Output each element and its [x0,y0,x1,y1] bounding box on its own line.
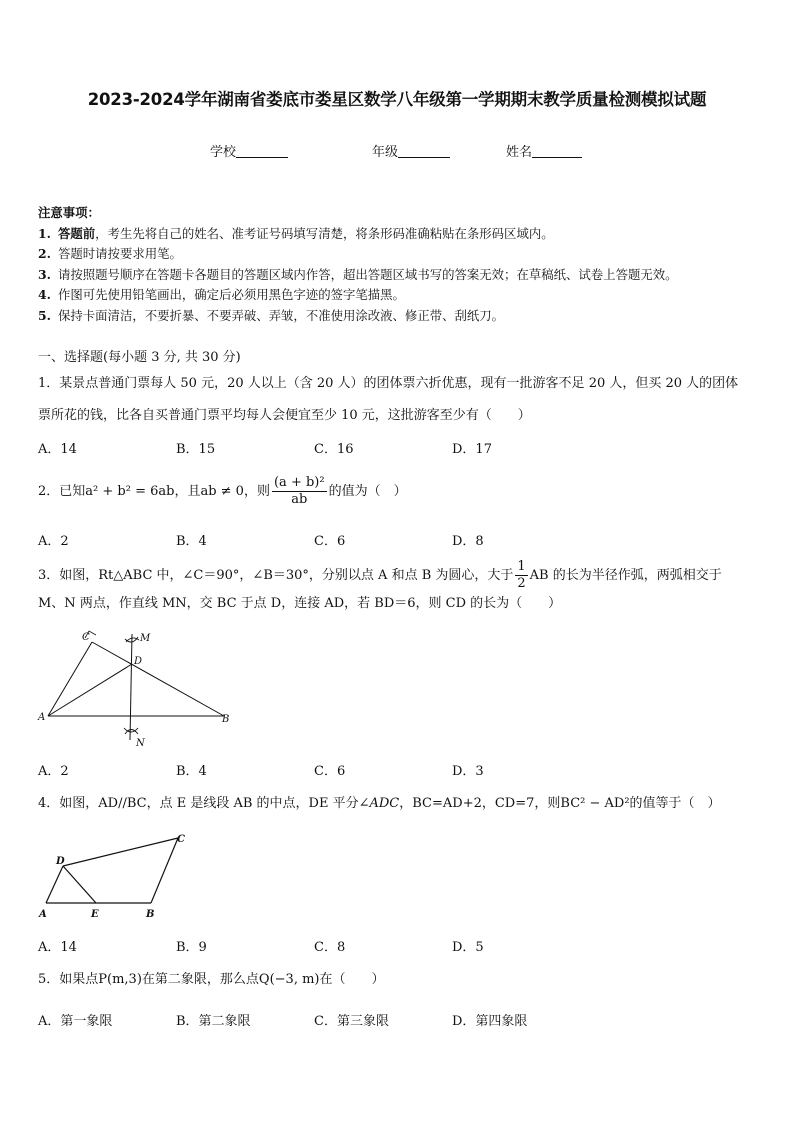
notice-item: 2. 答题时请按要求用笔。 [38,246,182,262]
question-3-line1: 3．如图，Rt△ABC 中，∠C＝90°，∠B＝30°，分别以点 A 和点 B 为圆心，大于 $\frac{1}{2}$ AB 的长为半径作弧，两弧相交于 [38,559,722,591]
label-c: C [177,834,185,845]
grade-blank [398,144,450,158]
label-d: D [134,656,143,667]
fraction: $\frac{\text{(a + b)²}}{ab}$ [273,475,325,507]
label-a: A [39,909,47,920]
label-m: M [140,633,151,644]
name-label: 姓名 [506,145,533,160]
option-a[interactable]: A．2 [38,764,69,779]
option-c[interactable]: C．8 [314,940,346,955]
option-b[interactable]: B．9 [176,940,207,955]
option-c[interactable]: C．第三象限 [314,1014,389,1029]
notice-item: 5. 保持卡面清洁，不要折暴、不要弄破、弄皱，不准使用涂改液、修正带、刮纸刀。 [38,307,505,323]
quadrilateral-figure [34,828,204,922]
notice-heading: 注意事项： [38,205,100,220]
segment-cb [151,838,178,903]
school-label: 学校 [210,145,237,160]
option-c[interactable]: C．16 [314,442,354,457]
option-d[interactable]: D．3 [452,764,484,779]
notice-item: 1. 答题前，考生先将自己的姓名、准考证号码填写清楚，将条形码准确粘贴在条形码区域内。 [38,225,554,241]
option-d[interactable]: D．17 [452,442,492,457]
condition: ab ≠ 0 [200,484,244,499]
option-b[interactable]: B．4 [176,534,207,549]
option-d[interactable]: D．5 [452,940,484,955]
question-3-line2: M、N 两点，作直线 MN，交 BC 于点 D，连接 AD，若 BD＝6，则 CD 的长为（ ） [38,596,562,611]
angle-adc: ∠ADC [358,796,400,811]
option-c[interactable]: C．6 [314,764,346,779]
option-a[interactable]: A．2 [38,534,69,549]
grade-field [372,141,450,160]
option-d[interactable]: D．8 [452,534,484,549]
school-field [210,141,288,160]
option-b[interactable]: B．15 [176,442,216,457]
label-c: C [82,632,90,643]
option-b[interactable]: B．第二象限 [176,1014,251,1029]
segment-dc [63,838,178,866]
section-heading: 一、选择题(每小题 3 分, 共 30 分) [38,350,241,365]
question-4: 4．如图，AD//BC，点 E 是线段 AB 的中点，DE 平分∠ADC，BC=AD+2，CD=7，则BC² − AD²的值等于（ ） [38,796,721,811]
line-mn [130,634,132,740]
option-d[interactable]: D．第四象限 [452,1014,528,1029]
option-b[interactable]: B．4 [176,764,207,779]
notice-item: 4. 作图可先使用铅笔画出，确定后必须用黑色字迹的签字笔描黑。 [38,287,405,303]
question-2: 2．已知a² + b² = 6ab，且ab ≠ 0，则 $\frac{\text{(a + b)²}}{ab}$ 的值为（ ） [38,475,407,507]
segment-cb [92,642,224,716]
question-3 [38,558,768,622]
grade-label: 年级 [372,145,399,160]
question-1-line1: 1．某景点普通门票每人 50 元，20 人以上（含 20 人）的团体票六折优惠，现有一批游客不足 20 人，但买 20 人的团体 [38,376,739,391]
label-n: N [136,738,145,749]
label-b: B [222,714,230,725]
label-a: A [38,712,46,723]
question-1 [38,368,768,432]
label-e: E [91,909,99,920]
school-blank [236,144,288,158]
name-blank [532,144,582,158]
option-c[interactable]: C．6 [314,534,346,549]
notice-block [38,203,678,327]
segment-ad [48,664,132,716]
expression: a² + b² = 6ab [85,484,175,499]
segment-ad [46,866,63,903]
fraction: $\frac{1}{2}$ [517,559,526,591]
segment-ac [48,642,92,716]
triangle-figure [34,628,244,750]
name-field [506,141,582,160]
question-5: 5．如果点P(m,3)在第二象限，那么点Q(−3, m)在（ ） [38,972,385,987]
option-a[interactable]: A．14 [38,442,77,457]
expression: BC² − AD² [560,796,630,811]
label-b: B [146,909,155,920]
notice-item: 3. 请按照题号顺序在答题卡各题目的答题区域内作答，超出答题区域书写的答案无效；在草稿纸、试卷上答题无效。 [38,266,678,282]
option-a[interactable]: A．第一象限 [38,1014,113,1029]
option-a[interactable]: A．14 [38,940,77,955]
point-q: Q(−3, m) [258,972,320,987]
page-title: 2023-2024学年湖南省娄底市娄星区数学八年级第一学期期末教学质量检测模拟试题 [87,90,707,109]
point-p: P(m,3) [98,972,142,987]
label-d: D [56,856,65,867]
segment-de [63,866,96,903]
question-1-line2: 票所花的钱，比各自买普通门票平均每人会便宜至少 10 元，这批游客至少有（ ） [38,408,531,423]
